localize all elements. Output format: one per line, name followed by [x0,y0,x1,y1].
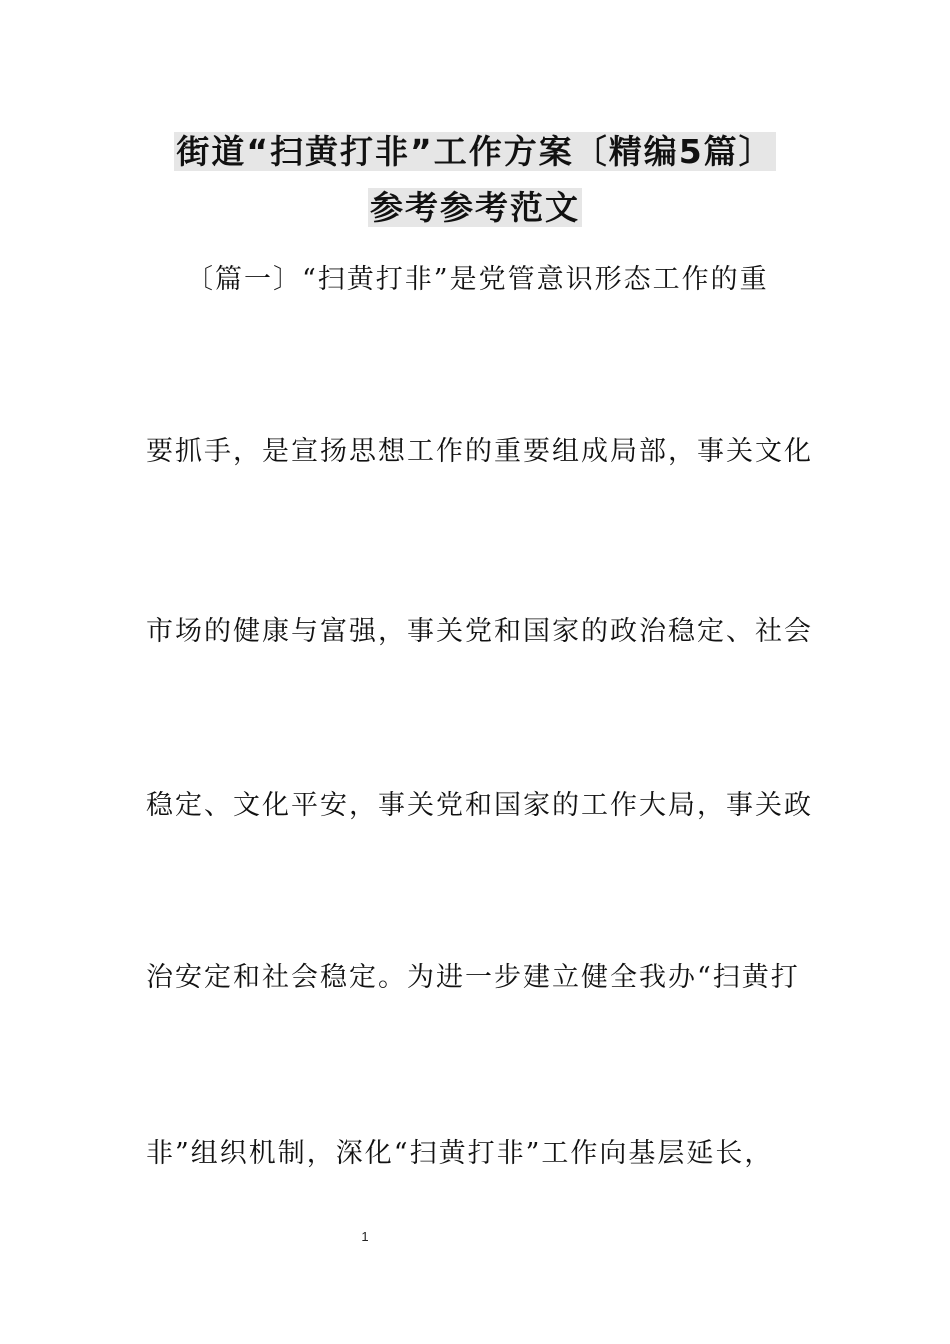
document-title-text-1: 街道“扫黄打非”工作方案〔精编5篇〕 [176,132,774,171]
document-title-line-2 [0,186,950,230]
body-text-line: 市场的健康与富强，事关党和国家的政治稳定、社会 [146,616,813,647]
body-text-line: 稳定、文化平安，事关党和国家的工作大局，事关政 [146,790,813,821]
body-text-line: 治安定和社会稳定。为进一步建立健全我办“扫黄打 [146,962,800,993]
body-text-line: 〔篇一〕“扫黄打非”是党管意识形态工作的重 [186,264,769,295]
page-number: 1 [361,1229,369,1244]
document-title-text-2: 参考参考范文 [370,188,580,227]
body-text-line: 要抓手，是宣扬思想工作的重要组成局部，事关文化 [146,436,813,467]
document-title-line-1 [0,130,950,174]
body-text-line: 非”组织机制，深化“扫黄打非”工作向基层延长， [146,1138,774,1169]
